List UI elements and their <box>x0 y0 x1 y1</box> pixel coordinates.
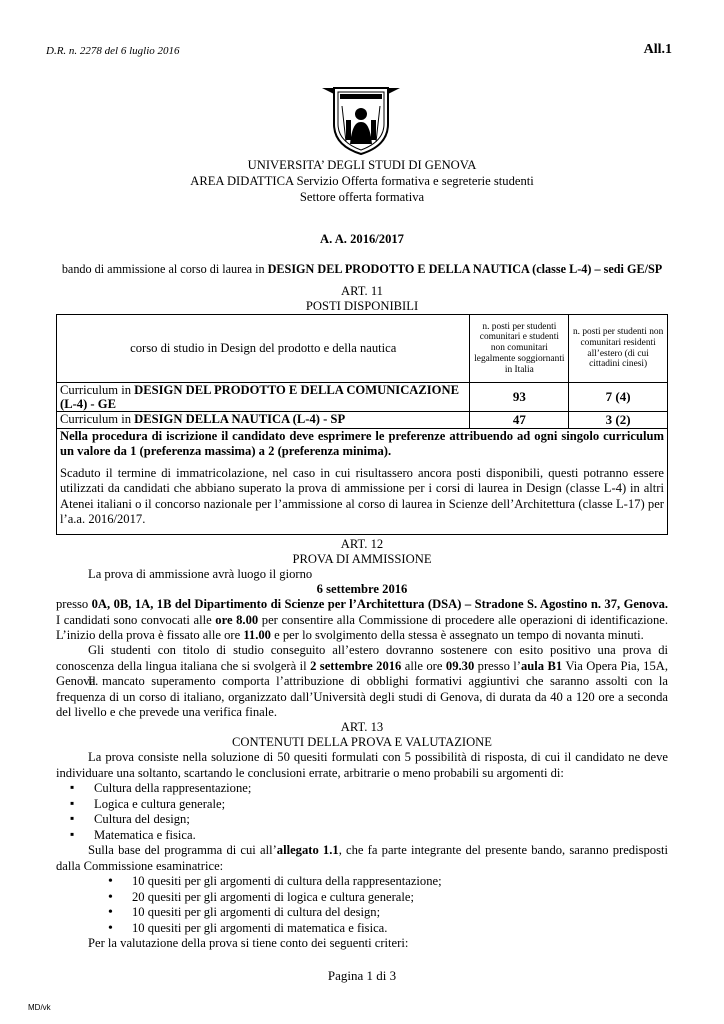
places-eu: 47 <box>470 412 569 429</box>
table-row <box>57 383 668 412</box>
remaining-places-note: Scaduto il termine di immatricolazione, nel caso in cui risultassero ancora posti disponibili, questi potranno essere utilizzati da candidati che abbiano superato la prova di ammissione per i corsi di laurea in Design (classe L-4) in altri Atenei italiani o il concorso nazionale per l’ammissione al corso di laurea in Scienze dell’Architettura (classe L-17) per l’a.a. 2016/2017. <box>60 465 664 526</box>
art12-number: ART. 12 <box>340 537 384 551</box>
art11-number: ART. 11 <box>341 284 383 298</box>
list-item: • 20 quesiti per gli argomenti di logica e cultura generale; <box>56 890 442 906</box>
table-row <box>57 412 668 429</box>
list-item: • 10 quesiti per gli argomenti di matematica e fisica. <box>56 921 442 937</box>
curriculum-name: Curriculum in DESIGN DELLA NAUTICA (L-4) - SP <box>57 412 470 429</box>
exam-content-intro: La prova consiste nella soluzione di 50 quesiti formulati con 5 possibilità di risposta, di cui il candidato ne deve individuare una soltanto, scartando le conclusioni errate, arbitrarie o meno probabili su argomenti di: <box>56 750 668 780</box>
criteria-intro: Per la valutazione della prova si tiene conto dei seguenti criteri: <box>88 936 409 950</box>
art13-number: ART. 13 <box>340 720 384 734</box>
attachment-label: All.1 <box>643 42 672 57</box>
list-item: ▪ Matematica e fisica. <box>56 828 251 844</box>
list-item: ▪ Cultura del design; <box>56 812 251 828</box>
author-initials: MD/vk <box>28 1003 51 1012</box>
questions-list <box>56 874 442 936</box>
places-table <box>56 314 668 535</box>
exam-intro: La prova di ammissione avrà luogo il giorno <box>88 567 313 581</box>
topics-list <box>56 781 251 843</box>
university-name: UNIVERSITA’ DEGLI STUDI DI GENOVA <box>247 158 477 172</box>
academic-year: A. A. 2016/2017 <box>320 232 404 246</box>
exam-date: 6 settembre 2016 <box>316 582 408 596</box>
curriculum-name: Curriculum in DESIGN DEL PRODOTTO E DELLA COMUNICAZIONE (L-4) - GE <box>57 383 470 412</box>
places-abroad: 7 (4) <box>569 383 668 412</box>
table-note <box>57 428 668 534</box>
places-eu: 93 <box>470 383 569 412</box>
program-paragraph: Sulla base del programma di cui all’allegato 1.1, che fa parte integrante del presente bando, saranno predisposti dalla Commissione esaminatrice: <box>56 843 668 873</box>
decree-reference: D.R. n. 2278 del 6 luglio 2016 <box>46 45 180 57</box>
list-item: ▪ Cultura della rappresentazione; <box>56 781 251 797</box>
university-crest-icon <box>318 84 404 156</box>
preference-note: Nella procedura di iscrizione il candidato deve esprimere le preferenze attribuendo ad ogni singolo curriculum un valore da 1 (preferenza massima) a 2 (preferenza minima). <box>60 428 664 458</box>
places-abroad: 3 (2) <box>569 412 668 429</box>
art12-title: PROVA DI AMMISSIONE <box>292 552 432 566</box>
page-number: Pagina 1 di 3 <box>327 968 397 983</box>
call-title: bando di ammissione al corso di laurea in DESIGN DEL PRODOTTO E DELLA NAUTICA (classe L-4) – sedi GE/SP <box>61 262 663 276</box>
area-name: AREA DIDATTICA Servizio Offerta formativa e segreterie studenti <box>190 174 534 188</box>
list-item: • 10 quesiti per gli argomenti di cultura del design; <box>56 905 442 921</box>
language-course-paragraph: Il mancato superamento comporta l’attribuzione di obblighi formativi aggiuntivi che saranno assolti con la frequenza di un corso di italiano, organizzato dall’Università degli studi di Genova, di durata da 40 a 120 ore a seconda del livello e che prevede una verifica finale. <box>56 674 668 719</box>
list-item: • 10 quesiti per gli argomenti di cultura della rappresentazione; <box>56 874 442 890</box>
art13-title: CONTENUTI DELLA PROVA E VALUTAZIONE <box>232 735 492 749</box>
art11-title: POSTI DISPONIBILI <box>305 299 419 313</box>
list-item: ▪ Logica e cultura generale; <box>56 797 251 813</box>
table-col-eu-header: n. posti per studenti comunitari e studenti non comunitari legalmente soggiornanti in Italia <box>470 315 569 383</box>
table-col-abroad-header: n. posti per studenti non comunitari residenti all’estero (di cui cittadini cinesi) <box>569 315 668 383</box>
table-course-header: corso di studio in Design del prodotto e della nautica <box>57 315 470 383</box>
exam-location-paragraph: presso 0A, 0B, 1A, 1B del Dipartimento di Scienze per l’Architettura (DSA) – Stradone S. Agostino n. 37, Genova. I candidati sono convocati alle ore 8.00 per consentire alla Commissione di procedere alle operazioni di identificazione. L’inizio della prova è fissato alle ore 11.00 e per lo svolgimento della stessa è assegnato un tempo di novanta minuti. <box>56 597 669 642</box>
foreign-students-paragraph: Gli studenti con titolo di studio conseguito all’estero dovranno sostenere con esito positivo una prova di conoscenza della lingua italiana che si svolgerà il 2 settembre 2016 alle ore 09.30 presso l’aula B1 Via Opera Pia, 15A, Genova. <box>56 643 669 688</box>
office-name: Settore offerta formativa <box>299 190 425 204</box>
